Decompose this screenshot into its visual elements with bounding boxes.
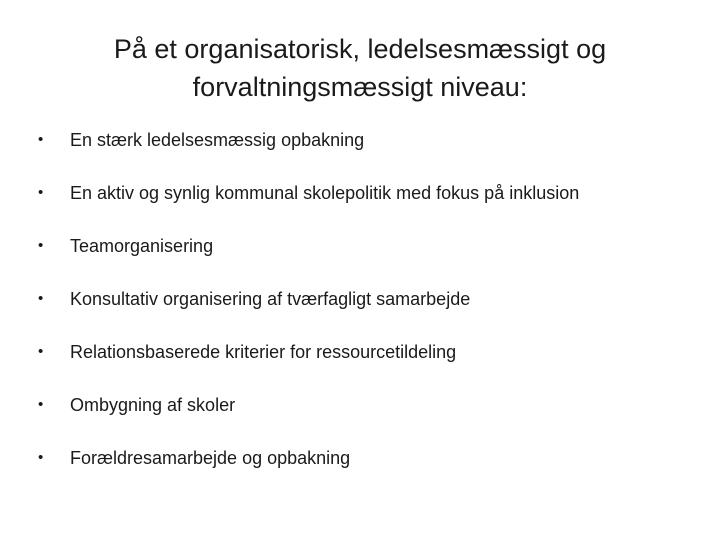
slide-title-line-1: På et organisatorisk, ledelsesmæssigt og [113, 34, 607, 64]
bullet-item-school-rebuilding [38, 389, 688, 442]
bullet-dot-icon: • [38, 237, 44, 254]
bullet-text: En aktiv og synlig kommunal skolepolitik med fokus på inklusion [70, 183, 580, 203]
bullet-dot-icon: • [38, 449, 44, 466]
bullet-text: Relationsbaserede kriterier for ressourcetildeling [70, 342, 457, 362]
bullet-dot-icon: • [38, 396, 44, 413]
bullet-dot-icon: • [38, 131, 44, 148]
bullet-text: Teamorganisering [70, 236, 214, 256]
bullet-item-leadership-support [38, 124, 688, 177]
slide-title-line-2: forvaltningsmæssigt niveau: [192, 72, 528, 102]
bullet-item-parent-cooperation [38, 442, 688, 495]
bullet-list [38, 124, 688, 495]
bullet-item-consultative-organisation [38, 283, 688, 336]
bullet-text: Forældresamarbejde og opbakning [70, 448, 351, 468]
bullet-dot-icon: • [38, 290, 44, 307]
bullet-dot-icon: • [38, 343, 44, 360]
bullet-item-school-policy [38, 177, 688, 230]
bullet-item-resource-allocation [38, 336, 688, 389]
bullet-dot-icon: • [38, 184, 44, 201]
bullet-item-team-organisation [38, 230, 688, 283]
bullet-text: Konsultativ organisering af tværfagligt samarbejde [70, 289, 471, 309]
bullet-text: En stærk ledelsesmæssig opbakning [70, 130, 365, 150]
bullet-text: Ombygning af skoler [70, 395, 236, 415]
slide-title [40, 30, 680, 106]
